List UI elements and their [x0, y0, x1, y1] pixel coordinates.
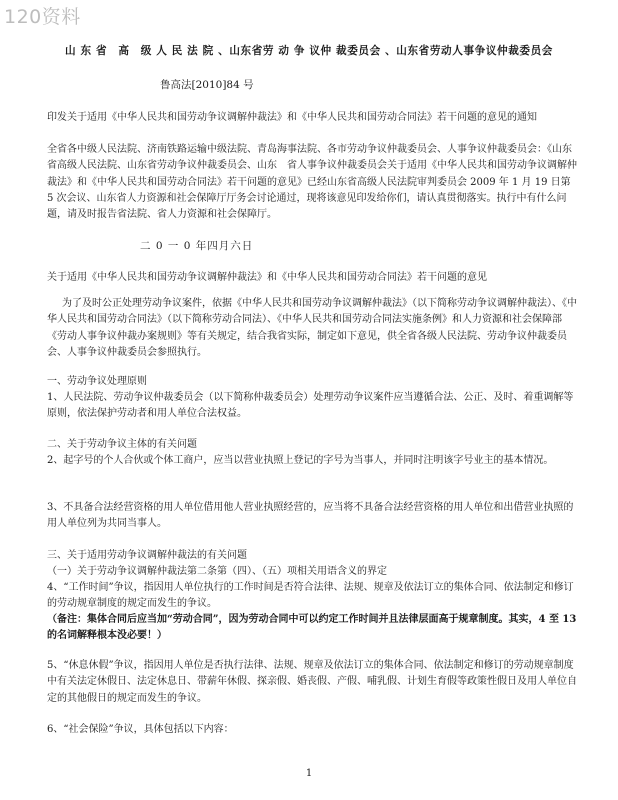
watermark-text: 120资料	[4, 6, 81, 28]
section-1-item-1: 1、人民法院、劳动争议仲裁委员会（以下简称仲裁委员会）处理劳动争议案件应当遵循合法、公正、及时、着重调解等原则，依法保护劳动者和用人单位合法权益。	[47, 392, 574, 420]
section-3-item-5: 5、“休息休假”争议，指因用人单位是否执行法律、法规、规章及依法订立的集体合同、依法制定和修订的劳动规章制度中有关法定休假日、法定休息日、带薪年休假、探亲假、婚丧假、产假、哺乳假、计划生育假等政策性假日及用人单位自定的其他假日的规定而发生的争议。	[47, 660, 577, 704]
opinion-title: 关于适用《中华人民共和国劳动争议调解仲裁法》和《中华人民共和国劳动合同法》若干问题的意见	[47, 272, 487, 283]
section-3-heading: 三、关于适用劳动争议调解仲裁法的有关问题	[47, 550, 247, 561]
notice-body: 全省各中级人民法院、济南铁路运输中级法院、青岛海事法院、各市劳动争议仲裁委员会、人事争议仲裁委员会：《山东省高级人民法院、山东省劳动争议仲裁委员会、山东 省人事争议仲裁委员会关于适用《中华人民共和国劳动争议调解仲裁法》和《中华人民共和国劳动合同法》若干问题的意见》已经山东省高级人民法院审判委员会 2009 年 1 月 19 日第 5 次会议、山东省人力资源和社会保障厅厅务会讨论通过，现将该意见印发给你们，请认真贯彻落实。执行中有什么问题，请及时报告省法院、省人力资源和社会保障厅。	[47, 144, 577, 221]
section-3-item-4: 4、“工作时间”争议，指因用人单位执行的工作时间是否符合法律、法规、规章及依法订立的集体合同、依法制定和修订的劳动规章制度的规定而发生的争议。	[47, 582, 574, 610]
section-2-item-2: 2、起字号的个人合伙或个体工商户，应当以营业执照上登记的字号为当事人，并同时注明该字号业主的基本情况。	[47, 455, 554, 466]
page-number: 1	[305, 768, 313, 779]
notice-title: 印发关于适用《中华人民共和国劳动争议调解仲裁法》和《中华人民共和国劳动合同法》若干问题的意见的通知	[47, 112, 537, 123]
issuing-authorities-title: 山 东 省 高 级 人 民 法 院 、山东省劳 动 争 议仲 裁委员会 、山东省劳动人事争议仲裁委员会	[64, 45, 553, 57]
document-number: 鲁高法[2010]84 号	[160, 79, 254, 91]
section-2-heading: 二、关于劳动争议主体的有关问题	[47, 439, 197, 450]
notice-date: 二 0 一 0 年四月六日	[140, 240, 254, 252]
section-3-note: （备注：集体合同后应当加“劳动合同”，因为劳动合同中可以约定工作时间并且法律层面高于规章制度。其实，4 至 13 的名词解释根本没必要！）	[47, 614, 577, 642]
opinion-intro: 为了及时公正处理劳动争议案件，依据《中华人民共和国劳动争议调解仲裁法》（以下简称劳动争议调解仲裁法）、《中华人民共和国劳动合同法》（以下简称劳动合同法）、《中华人民共和国劳动合同法实施条例》和人力资源和社会保障部《劳动人事争议仲裁办案规则》等有关规定，结合我省实际，制定如下意见，供全省各级人民法院、劳动争议仲裁委员会、人事争议仲裁委员会参照执行。	[47, 298, 577, 358]
section-2-item-3: 3、不具备合法经营资格的用人单位借用他人营业执照经营的，应当将不具备合法经营资格的用人单位和出借营业执照的用人单位列为共同当事人。	[47, 502, 574, 530]
section-1-heading: 一、劳动争议处理原则	[47, 376, 147, 387]
section-3-item-6: 6、“社会保险”争议，具体包括以下内容：	[47, 724, 234, 735]
section-3-subheading-1: （一）关于劳动争议调解仲裁法第二条第（四）、（五）项相关用语含义的界定	[47, 566, 387, 577]
